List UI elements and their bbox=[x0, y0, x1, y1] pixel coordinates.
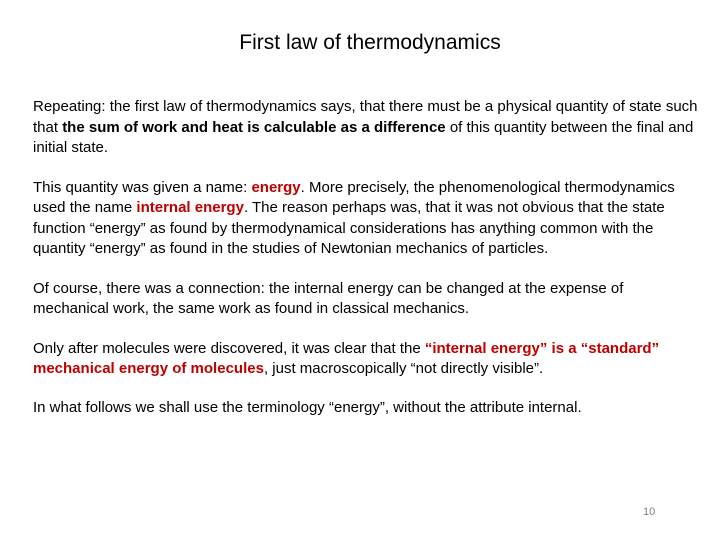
paragraph-energy-name bbox=[33, 178, 698, 260]
p1-emphasis: the sum of work and heat is calculable as a difference bbox=[62, 118, 446, 136]
slide-body bbox=[33, 97, 698, 437]
paragraph-first-law bbox=[33, 97, 698, 159]
p1-text-a: Repeating: the first law of thermodynamics says, that there must be a physical quantity of state such that bbox=[33, 98, 698, 136]
p2-text-c: . More precisely, the phenomenological thermodynamics used the name bbox=[33, 178, 675, 216]
p4-text-c: , just macroscopically “not directly visible”. bbox=[263, 360, 544, 377]
paragraph-terminology: In what follows we shall use the terminology “energy”, without the attribute internal. bbox=[33, 398, 582, 416]
p2-text-e: . The reason perhaps was, that it was not obvious that the state function “energy” as found by thermodynamical considerations has anything common with the quantity “energy” as found in the studies of Newtonian mechanics of particles. bbox=[33, 199, 665, 257]
p2-text-a: This quantity was given a name: bbox=[33, 178, 252, 196]
slide-title: First law of thermodynamics bbox=[239, 31, 501, 54]
page-number: 10 bbox=[643, 506, 656, 518]
p4-emphasis: “internal energy” is a “standard” mechanical energy of molecules bbox=[33, 339, 660, 377]
p2-internal-energy-term: internal energy bbox=[136, 199, 244, 216]
p2-energy-term: energy bbox=[251, 178, 301, 196]
p1-text-c: of this quantity between the final and initial state. bbox=[33, 118, 694, 156]
p4-text-a: Only after molecules were discovered, it was clear that the bbox=[33, 339, 425, 357]
paragraph-connection: Of course, there was a connection: the internal energy can be changed at the expense of mechanical work, the same work as found in classical mechanics. bbox=[33, 279, 624, 317]
paragraph-molecules bbox=[33, 339, 698, 380]
